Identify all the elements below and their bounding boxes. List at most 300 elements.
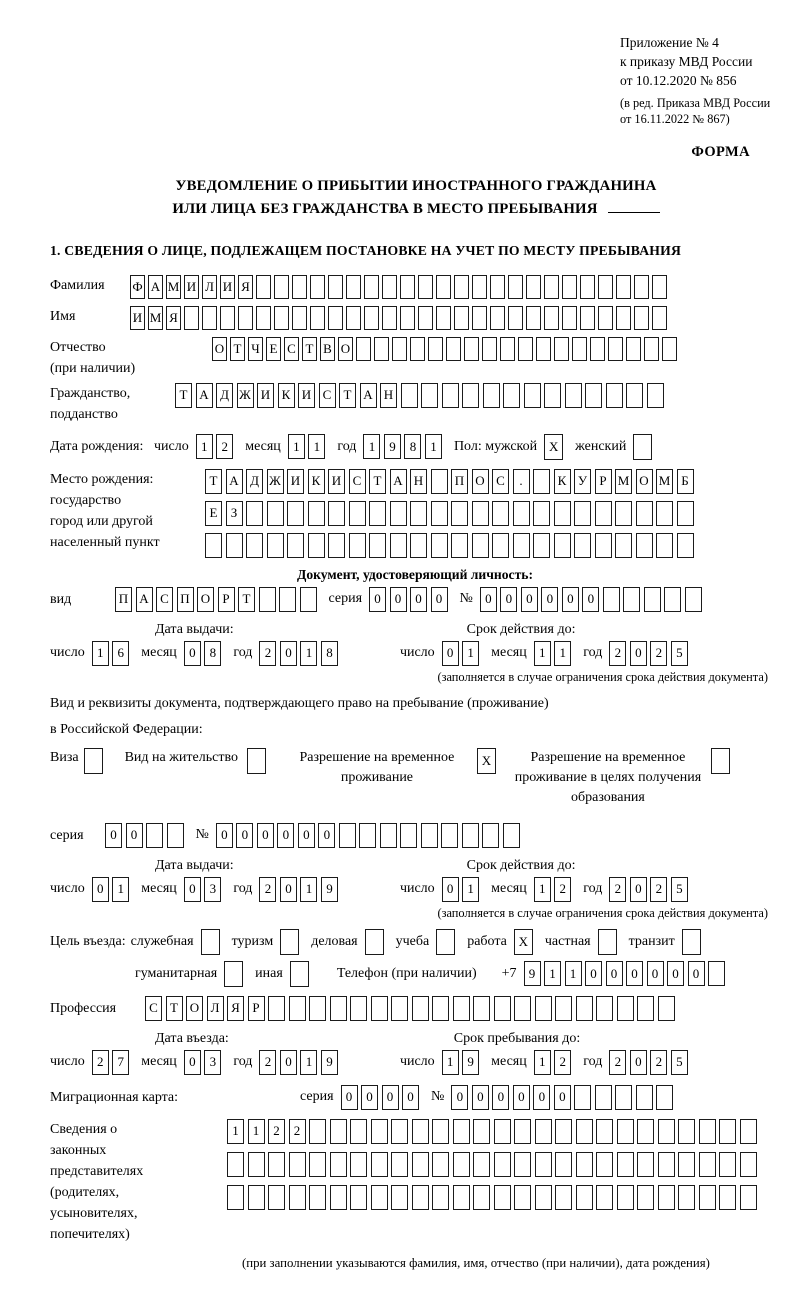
- char-cell[interactable]: [603, 587, 620, 612]
- char-cell[interactable]: [636, 1085, 653, 1110]
- char-cell[interactable]: [238, 306, 253, 330]
- char-cell[interactable]: Я: [238, 275, 253, 299]
- char-cell[interactable]: [359, 823, 376, 848]
- char-cell[interactable]: [453, 1119, 470, 1144]
- char-cell[interactable]: 2: [259, 1050, 276, 1075]
- char-cell[interactable]: [647, 383, 664, 408]
- char-cell[interactable]: [634, 275, 649, 299]
- char-cell[interactable]: [369, 533, 386, 558]
- char-cell[interactable]: [526, 275, 541, 299]
- char-cell[interactable]: [494, 1152, 511, 1177]
- sex-male-checkbox[interactable]: X: [544, 434, 563, 460]
- char-cell[interactable]: [596, 1185, 613, 1210]
- char-cell[interactable]: Ж: [237, 383, 254, 408]
- char-cell[interactable]: 0: [472, 1085, 489, 1110]
- char-cell[interactable]: [637, 1185, 654, 1210]
- char-cell[interactable]: [572, 337, 587, 361]
- char-cell[interactable]: [492, 501, 509, 526]
- char-cell[interactable]: 2: [259, 641, 276, 666]
- char-cell[interactable]: [328, 306, 343, 330]
- char-cell[interactable]: [719, 1119, 736, 1144]
- char-cell[interactable]: [514, 996, 531, 1021]
- char-cell[interactable]: [382, 275, 397, 299]
- char-cell[interactable]: 0: [184, 1050, 201, 1075]
- char-cell[interactable]: [685, 587, 702, 612]
- char-cell[interactable]: [740, 1152, 757, 1177]
- char-cell[interactable]: К: [554, 469, 571, 494]
- char-cell[interactable]: [595, 1085, 612, 1110]
- char-cell[interactable]: 9: [321, 877, 338, 902]
- char-cell[interactable]: [637, 996, 654, 1021]
- char-cell[interactable]: А: [390, 469, 407, 494]
- char-cell[interactable]: .: [513, 469, 530, 494]
- char-cell[interactable]: [606, 383, 623, 408]
- char-cell[interactable]: [453, 1152, 470, 1177]
- char-cell[interactable]: 0: [480, 587, 497, 612]
- char-cell[interactable]: [644, 587, 661, 612]
- char-cell[interactable]: 0: [280, 1050, 297, 1075]
- char-cell[interactable]: [400, 275, 415, 299]
- char-cell[interactable]: [418, 306, 433, 330]
- char-cell[interactable]: 0: [277, 823, 294, 848]
- char-cell[interactable]: С: [492, 469, 509, 494]
- char-cell[interactable]: 1: [288, 434, 305, 459]
- char-cell[interactable]: 2: [609, 877, 626, 902]
- char-cell[interactable]: 1: [544, 961, 561, 986]
- char-cell[interactable]: 0: [521, 587, 538, 612]
- char-cell[interactable]: [562, 275, 577, 299]
- char-cell[interactable]: [554, 337, 569, 361]
- char-cell[interactable]: [514, 1185, 531, 1210]
- char-cell[interactable]: 1: [534, 641, 551, 666]
- char-cell[interactable]: 5: [671, 877, 688, 902]
- char-cell[interactable]: [656, 533, 673, 558]
- char-cell[interactable]: 6: [112, 641, 129, 666]
- char-cell[interactable]: [436, 306, 451, 330]
- char-cell[interactable]: 0: [554, 1085, 571, 1110]
- char-cell[interactable]: [644, 337, 659, 361]
- char-cell[interactable]: [289, 1185, 306, 1210]
- char-cell[interactable]: [535, 996, 552, 1021]
- char-cell[interactable]: 8: [321, 641, 338, 666]
- char-cell[interactable]: [451, 533, 468, 558]
- char-cell[interactable]: [535, 1185, 552, 1210]
- char-cell[interactable]: 0: [184, 877, 201, 902]
- purpose-tourism-checkbox[interactable]: [280, 929, 299, 955]
- char-cell[interactable]: [436, 275, 451, 299]
- char-cell[interactable]: [533, 501, 550, 526]
- char-cell[interactable]: 3: [204, 1050, 221, 1075]
- char-cell[interactable]: 9: [524, 961, 541, 986]
- char-cell[interactable]: [364, 306, 379, 330]
- char-cell[interactable]: [454, 306, 469, 330]
- char-cell[interactable]: [526, 306, 541, 330]
- char-cell[interactable]: [473, 996, 490, 1021]
- char-cell[interactable]: 0: [105, 823, 122, 848]
- char-cell[interactable]: С: [156, 587, 173, 612]
- char-cell[interactable]: Е: [205, 501, 222, 526]
- char-cell[interactable]: [328, 533, 345, 558]
- char-cell[interactable]: 1: [196, 434, 213, 459]
- char-cell[interactable]: 0: [442, 877, 459, 902]
- char-cell[interactable]: [287, 533, 304, 558]
- char-cell[interactable]: 0: [431, 587, 448, 612]
- char-cell[interactable]: [256, 306, 271, 330]
- char-cell[interactable]: [658, 1119, 675, 1144]
- char-cell[interactable]: [740, 1185, 757, 1210]
- char-cell[interactable]: [310, 306, 325, 330]
- char-cell[interactable]: [677, 501, 694, 526]
- char-cell[interactable]: [287, 501, 304, 526]
- char-cell[interactable]: [248, 1152, 265, 1177]
- char-cell[interactable]: 0: [236, 823, 253, 848]
- char-cell[interactable]: [719, 1152, 736, 1177]
- char-cell[interactable]: 0: [442, 641, 459, 666]
- char-cell[interactable]: [616, 275, 631, 299]
- char-cell[interactable]: 0: [257, 823, 274, 848]
- char-cell[interactable]: М: [615, 469, 632, 494]
- char-cell[interactable]: [500, 337, 515, 361]
- char-cell[interactable]: 2: [289, 1119, 306, 1144]
- char-cell[interactable]: С: [145, 996, 162, 1021]
- purpose-humanitarian-checkbox[interactable]: [224, 961, 243, 987]
- char-cell[interactable]: Р: [248, 996, 265, 1021]
- char-cell[interactable]: 2: [609, 641, 626, 666]
- char-cell[interactable]: [473, 1185, 490, 1210]
- char-cell[interactable]: [658, 996, 675, 1021]
- char-cell[interactable]: [308, 501, 325, 526]
- char-cell[interactable]: [220, 306, 235, 330]
- char-cell[interactable]: [708, 961, 725, 986]
- char-cell[interactable]: [483, 383, 500, 408]
- char-cell[interactable]: М: [166, 275, 181, 299]
- char-cell[interactable]: [544, 383, 561, 408]
- char-cell[interactable]: [246, 501, 263, 526]
- char-cell[interactable]: Ф: [130, 275, 145, 299]
- char-cell[interactable]: [536, 337, 551, 361]
- char-cell[interactable]: З: [226, 501, 243, 526]
- char-cell[interactable]: [410, 533, 427, 558]
- char-cell[interactable]: [636, 501, 653, 526]
- char-cell[interactable]: 5: [671, 1050, 688, 1075]
- char-cell[interactable]: [677, 533, 694, 558]
- char-cell[interactable]: [279, 587, 296, 612]
- char-cell[interactable]: [274, 306, 289, 330]
- char-cell[interactable]: 1: [92, 641, 109, 666]
- char-cell[interactable]: [503, 383, 520, 408]
- purpose-study-checkbox[interactable]: [436, 929, 455, 955]
- temp-residence-checkbox[interactable]: X: [477, 748, 496, 774]
- char-cell[interactable]: [330, 1119, 347, 1144]
- char-cell[interactable]: [390, 501, 407, 526]
- char-cell[interactable]: [699, 1119, 716, 1144]
- char-cell[interactable]: 0: [513, 1085, 530, 1110]
- char-cell[interactable]: [309, 996, 326, 1021]
- char-cell[interactable]: П: [451, 469, 468, 494]
- char-cell[interactable]: [391, 996, 408, 1021]
- char-cell[interactable]: Ч: [248, 337, 263, 361]
- char-cell[interactable]: [371, 1119, 388, 1144]
- char-cell[interactable]: [590, 337, 605, 361]
- char-cell[interactable]: [391, 1185, 408, 1210]
- char-cell[interactable]: [328, 275, 343, 299]
- char-cell[interactable]: Я: [166, 306, 181, 330]
- char-cell[interactable]: Т: [369, 469, 386, 494]
- char-cell[interactable]: М: [656, 469, 673, 494]
- char-cell[interactable]: У: [574, 469, 591, 494]
- purpose-other-checkbox[interactable]: [290, 961, 309, 987]
- char-cell[interactable]: К: [308, 469, 325, 494]
- char-cell[interactable]: 0: [630, 1050, 647, 1075]
- char-cell[interactable]: [167, 823, 184, 848]
- char-cell[interactable]: [442, 383, 459, 408]
- char-cell[interactable]: [356, 337, 371, 361]
- char-cell[interactable]: 9: [321, 1050, 338, 1075]
- char-cell[interactable]: [310, 275, 325, 299]
- char-cell[interactable]: А: [148, 275, 163, 299]
- char-cell[interactable]: [576, 1185, 593, 1210]
- char-cell[interactable]: Н: [410, 469, 427, 494]
- char-cell[interactable]: [401, 383, 418, 408]
- char-cell[interactable]: [535, 1152, 552, 1177]
- char-cell[interactable]: [454, 275, 469, 299]
- char-cell[interactable]: 7: [112, 1050, 129, 1075]
- char-cell[interactable]: [544, 306, 559, 330]
- char-cell[interactable]: С: [349, 469, 366, 494]
- char-cell[interactable]: [637, 1152, 654, 1177]
- char-cell[interactable]: М: [148, 306, 163, 330]
- char-cell[interactable]: О: [472, 469, 489, 494]
- char-cell[interactable]: 9: [462, 1050, 479, 1075]
- char-cell[interactable]: [626, 337, 641, 361]
- char-cell[interactable]: [274, 275, 289, 299]
- char-cell[interactable]: 0: [667, 961, 684, 986]
- char-cell[interactable]: [472, 275, 487, 299]
- char-cell[interactable]: [184, 306, 199, 330]
- char-cell[interactable]: 0: [582, 587, 599, 612]
- char-cell[interactable]: [513, 533, 530, 558]
- char-cell[interactable]: [431, 533, 448, 558]
- char-cell[interactable]: [596, 1152, 613, 1177]
- char-cell[interactable]: [565, 383, 582, 408]
- char-cell[interactable]: С: [284, 337, 299, 361]
- char-cell[interactable]: Л: [207, 996, 224, 1021]
- char-cell[interactable]: 0: [562, 587, 579, 612]
- char-cell[interactable]: [623, 587, 640, 612]
- char-cell[interactable]: 2: [92, 1050, 109, 1075]
- char-cell[interactable]: [364, 275, 379, 299]
- char-cell[interactable]: [289, 996, 306, 1021]
- char-cell[interactable]: В: [320, 337, 335, 361]
- char-cell[interactable]: [662, 337, 677, 361]
- char-cell[interactable]: [431, 501, 448, 526]
- char-cell[interactable]: [418, 275, 433, 299]
- char-cell[interactable]: [656, 1085, 673, 1110]
- char-cell[interactable]: О: [636, 469, 653, 494]
- char-cell[interactable]: [309, 1119, 326, 1144]
- char-cell[interactable]: 0: [647, 961, 664, 986]
- char-cell[interactable]: О: [338, 337, 353, 361]
- char-cell[interactable]: Н: [380, 383, 397, 408]
- char-cell[interactable]: Д: [246, 469, 263, 494]
- char-cell[interactable]: 0: [626, 961, 643, 986]
- char-cell[interactable]: [473, 1152, 490, 1177]
- char-cell[interactable]: [482, 337, 497, 361]
- char-cell[interactable]: [494, 1119, 511, 1144]
- char-cell[interactable]: [432, 1185, 449, 1210]
- char-cell[interactable]: 0: [533, 1085, 550, 1110]
- char-cell[interactable]: [658, 1152, 675, 1177]
- char-cell[interactable]: [227, 1185, 244, 1210]
- char-cell[interactable]: [391, 1119, 408, 1144]
- char-cell[interactable]: А: [360, 383, 377, 408]
- char-cell[interactable]: [518, 337, 533, 361]
- char-cell[interactable]: [656, 501, 673, 526]
- char-cell[interactable]: [309, 1152, 326, 1177]
- char-cell[interactable]: [246, 533, 263, 558]
- char-cell[interactable]: [617, 996, 634, 1021]
- char-cell[interactable]: 9: [384, 434, 401, 459]
- temp-residence-education-checkbox[interactable]: [711, 748, 730, 774]
- char-cell[interactable]: [576, 1119, 593, 1144]
- char-cell[interactable]: [544, 275, 559, 299]
- char-cell[interactable]: П: [115, 587, 132, 612]
- char-cell[interactable]: [508, 306, 523, 330]
- char-cell[interactable]: [330, 996, 347, 1021]
- char-cell[interactable]: 1: [300, 877, 317, 902]
- char-cell[interactable]: 0: [361, 1085, 378, 1110]
- char-cell[interactable]: И: [257, 383, 274, 408]
- char-cell[interactable]: [513, 501, 530, 526]
- char-cell[interactable]: 2: [268, 1119, 285, 1144]
- char-cell[interactable]: А: [136, 587, 153, 612]
- char-cell[interactable]: [576, 1152, 593, 1177]
- char-cell[interactable]: Я: [227, 996, 244, 1021]
- char-cell[interactable]: [652, 275, 667, 299]
- purpose-private-checkbox[interactable]: [598, 929, 617, 955]
- char-cell[interactable]: [330, 1185, 347, 1210]
- char-cell[interactable]: 1: [300, 641, 317, 666]
- char-cell[interactable]: [369, 501, 386, 526]
- char-cell[interactable]: [494, 1185, 511, 1210]
- char-cell[interactable]: [555, 1152, 572, 1177]
- purpose-transit-checkbox[interactable]: [682, 929, 701, 955]
- char-cell[interactable]: 1: [554, 641, 571, 666]
- char-cell[interactable]: Б: [677, 469, 694, 494]
- char-cell[interactable]: Т: [230, 337, 245, 361]
- char-cell[interactable]: [292, 275, 307, 299]
- char-cell[interactable]: [432, 1119, 449, 1144]
- char-cell[interactable]: [617, 1119, 634, 1144]
- char-cell[interactable]: 0: [451, 1085, 468, 1110]
- char-cell[interactable]: [678, 1185, 695, 1210]
- char-cell[interactable]: 0: [492, 1085, 509, 1110]
- char-cell[interactable]: И: [130, 306, 145, 330]
- char-cell[interactable]: [339, 823, 356, 848]
- char-cell[interactable]: [514, 1119, 531, 1144]
- char-cell[interactable]: И: [184, 275, 199, 299]
- char-cell[interactable]: [598, 306, 613, 330]
- char-cell[interactable]: [382, 306, 397, 330]
- char-cell[interactable]: [508, 275, 523, 299]
- char-cell[interactable]: 2: [609, 1050, 626, 1075]
- char-cell[interactable]: [309, 1185, 326, 1210]
- char-cell[interactable]: 0: [318, 823, 335, 848]
- char-cell[interactable]: [472, 306, 487, 330]
- char-cell[interactable]: [410, 501, 427, 526]
- char-cell[interactable]: [554, 533, 571, 558]
- char-cell[interactable]: [615, 501, 632, 526]
- char-cell[interactable]: 0: [688, 961, 705, 986]
- char-cell[interactable]: И: [328, 469, 345, 494]
- char-cell[interactable]: 1: [462, 877, 479, 902]
- char-cell[interactable]: [595, 533, 612, 558]
- char-cell[interactable]: [431, 469, 448, 494]
- purpose-business-checkbox[interactable]: [365, 929, 384, 955]
- char-cell[interactable]: 0: [606, 961, 623, 986]
- char-cell[interactable]: [490, 306, 505, 330]
- char-cell[interactable]: [391, 1152, 408, 1177]
- char-cell[interactable]: [678, 1119, 695, 1144]
- char-cell[interactable]: 2: [554, 877, 571, 902]
- char-cell[interactable]: Р: [218, 587, 235, 612]
- char-cell[interactable]: Т: [205, 469, 222, 494]
- char-cell[interactable]: 0: [280, 641, 297, 666]
- char-cell[interactable]: 0: [410, 587, 427, 612]
- char-cell[interactable]: [267, 501, 284, 526]
- char-cell[interactable]: [617, 1185, 634, 1210]
- char-cell[interactable]: [300, 587, 317, 612]
- char-cell[interactable]: [555, 1185, 572, 1210]
- char-cell[interactable]: 0: [92, 877, 109, 902]
- char-cell[interactable]: [699, 1152, 716, 1177]
- char-cell[interactable]: [390, 533, 407, 558]
- char-cell[interactable]: Т: [175, 383, 192, 408]
- char-cell[interactable]: И: [298, 383, 315, 408]
- char-cell[interactable]: [562, 306, 577, 330]
- char-cell[interactable]: [226, 533, 243, 558]
- char-cell[interactable]: [410, 337, 425, 361]
- char-cell[interactable]: [472, 501, 489, 526]
- char-cell[interactable]: [400, 823, 417, 848]
- char-cell[interactable]: Т: [339, 383, 356, 408]
- char-cell[interactable]: 2: [259, 877, 276, 902]
- char-cell[interactable]: [392, 337, 407, 361]
- char-cell[interactable]: Л: [202, 275, 217, 299]
- char-cell[interactable]: [371, 1185, 388, 1210]
- char-cell[interactable]: [637, 1119, 654, 1144]
- char-cell[interactable]: 2: [216, 434, 233, 459]
- char-cell[interactable]: Ж: [267, 469, 284, 494]
- char-cell[interactable]: 0: [402, 1085, 419, 1110]
- char-cell[interactable]: [598, 275, 613, 299]
- char-cell[interactable]: [268, 996, 285, 1021]
- char-cell[interactable]: [580, 306, 595, 330]
- char-cell[interactable]: [350, 996, 367, 1021]
- char-cell[interactable]: 3: [204, 877, 221, 902]
- purpose-official-checkbox[interactable]: [201, 929, 220, 955]
- char-cell[interactable]: А: [226, 469, 243, 494]
- char-cell[interactable]: 0: [298, 823, 315, 848]
- char-cell[interactable]: [227, 1152, 244, 1177]
- char-cell[interactable]: 0: [390, 587, 407, 612]
- char-cell[interactable]: 0: [216, 823, 233, 848]
- char-cell[interactable]: 1: [112, 877, 129, 902]
- char-cell[interactable]: [462, 383, 479, 408]
- char-cell[interactable]: [400, 306, 415, 330]
- char-cell[interactable]: [308, 533, 325, 558]
- char-cell[interactable]: [412, 1119, 429, 1144]
